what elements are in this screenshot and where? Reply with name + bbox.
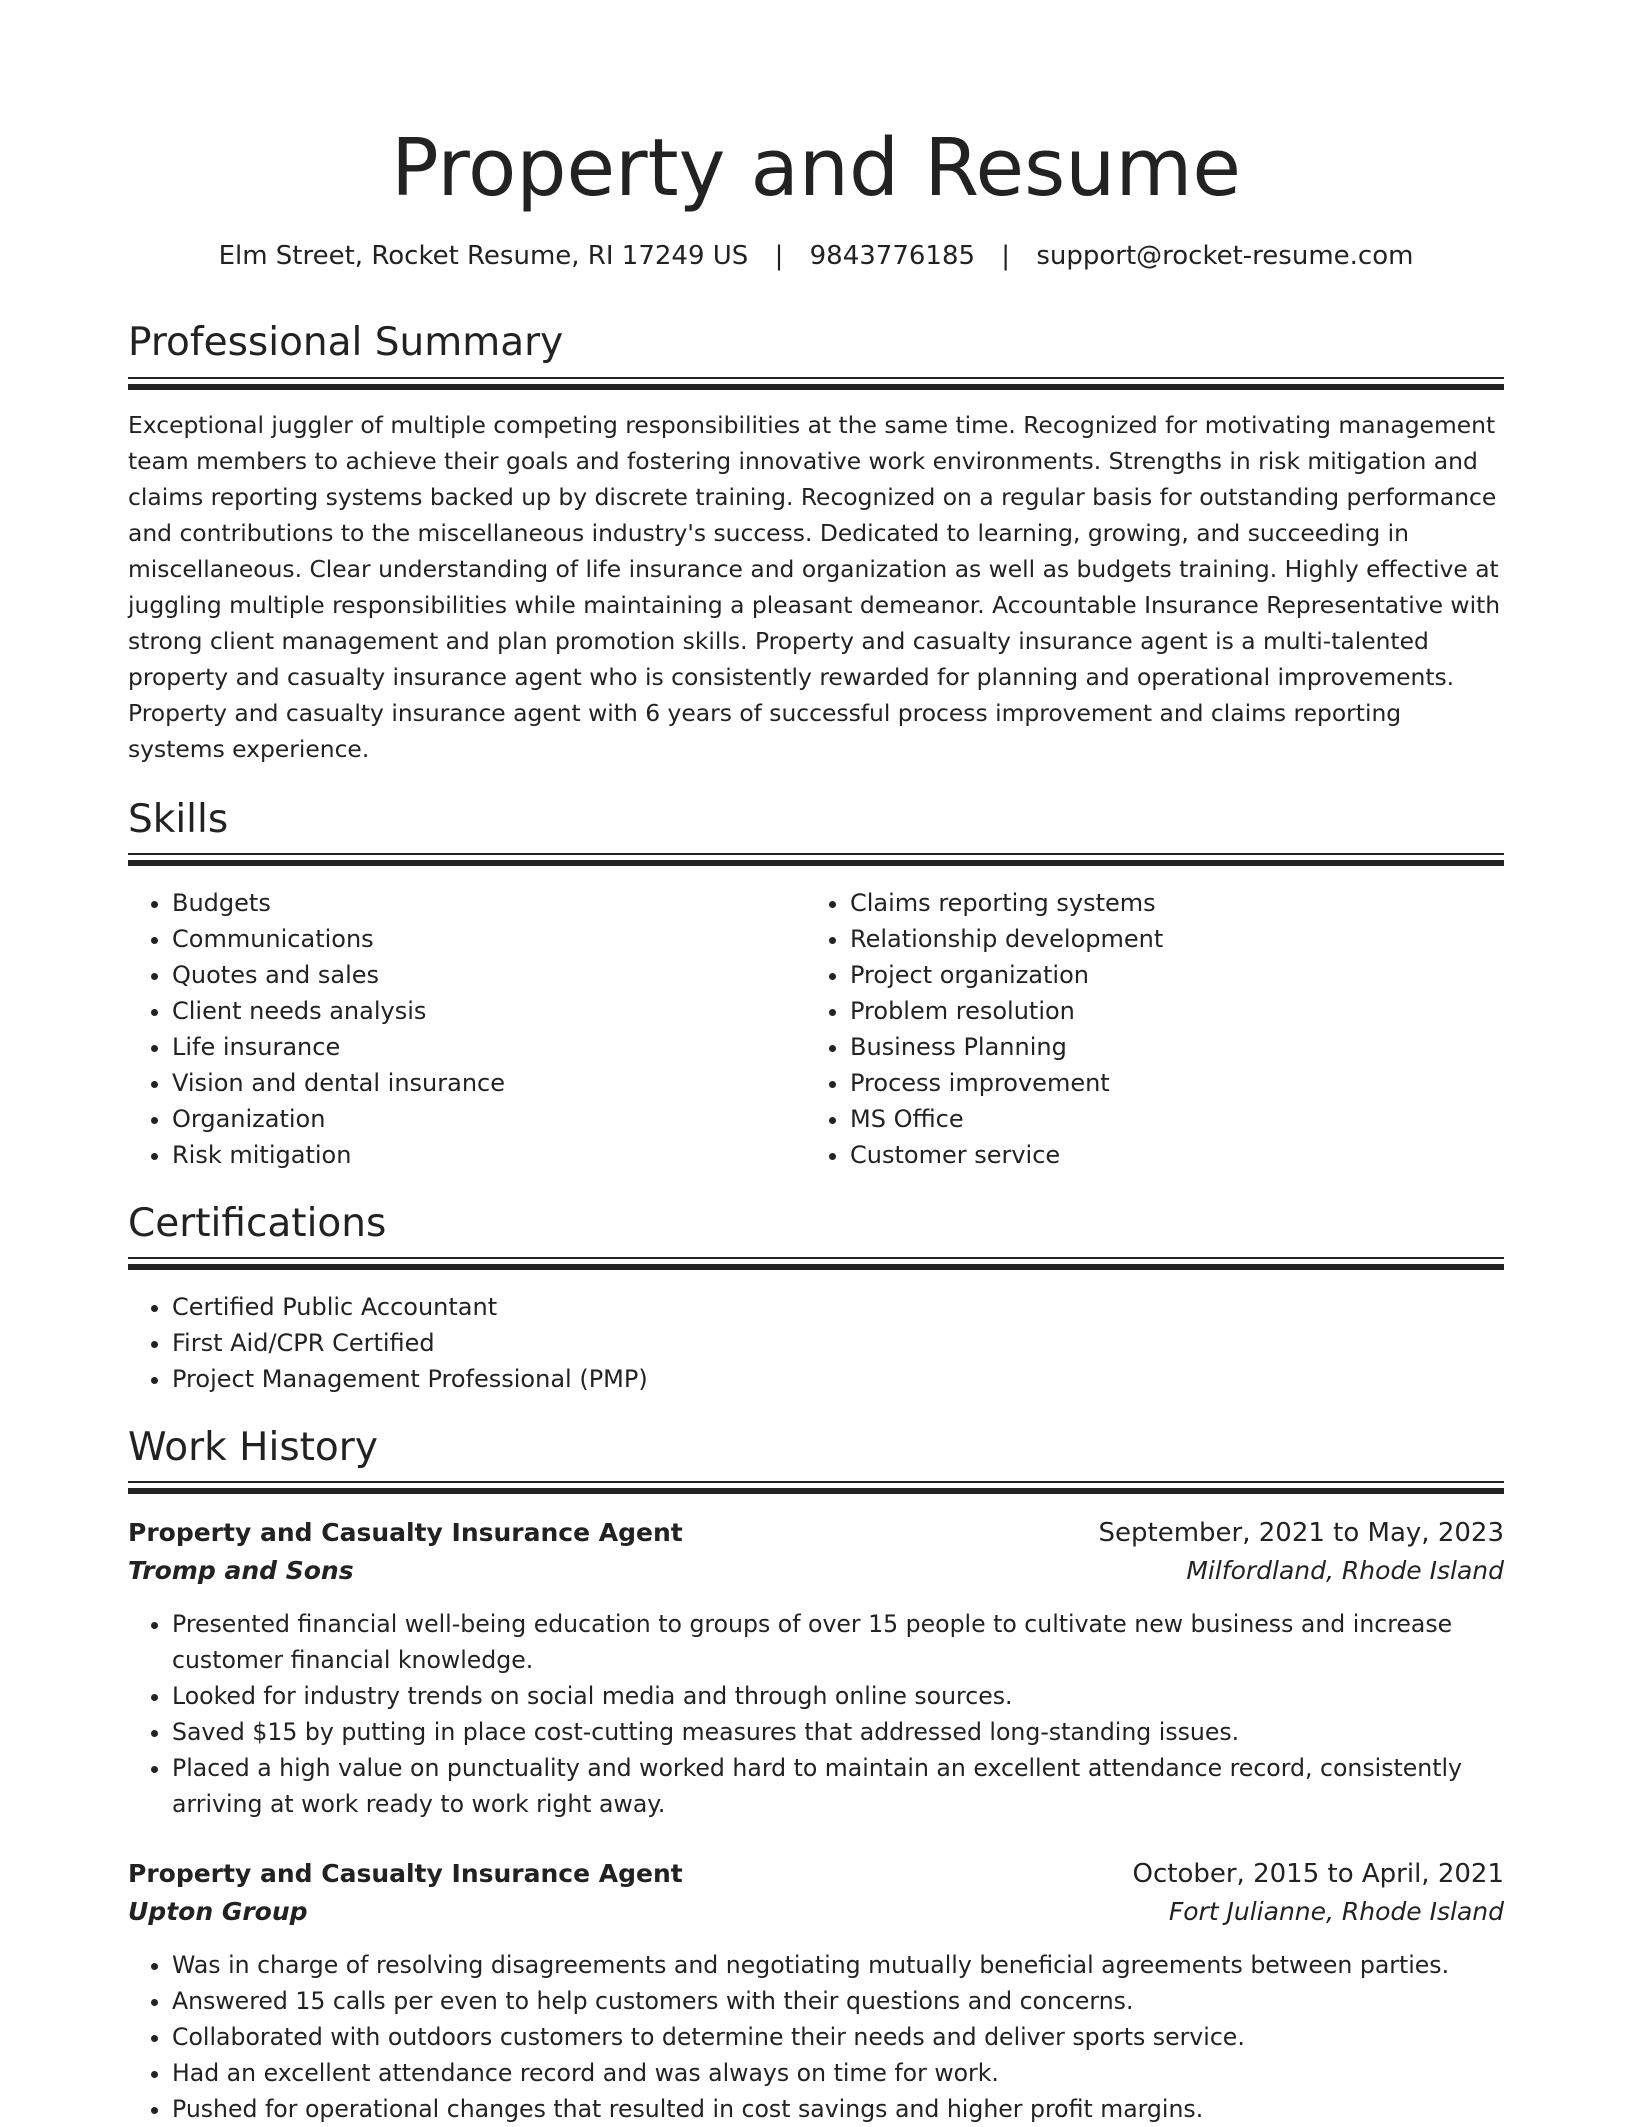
skill-item: • Vision and dental insurance (172, 1065, 806, 1101)
work-heading: Work History (128, 1425, 378, 1470)
skill-item: • Process improvement (850, 1065, 1484, 1101)
job-company: Upton Group (128, 1897, 308, 1926)
job-entry (128, 1514, 1504, 1822)
summary-section (128, 318, 1504, 763)
section-rule-thick (128, 384, 1504, 390)
section-rule-thick (128, 1264, 1504, 1270)
skills-list-left (128, 885, 806, 1173)
phone: 9843776185 (809, 241, 976, 271)
skills-column-right (806, 885, 1484, 1173)
skill-item: • Project organization (850, 957, 1484, 993)
skill-item: • Customer service (850, 1137, 1484, 1173)
skill-item: • Communications (172, 921, 806, 957)
job-bullet: • Presented financial well-being education to groups of over 15 people to cultivate new business and increase customer financial knowledge. (172, 1606, 1504, 1678)
section-rule-thick (128, 1488, 1504, 1494)
skill-item: • Life insurance (172, 1029, 806, 1065)
job-bullet: • Answered 15 calls per even to help customers with their questions and concerns. (172, 1983, 1504, 2019)
skill-item: • Risk mitigation (172, 1137, 806, 1173)
job-bullets (128, 1947, 1504, 2127)
job-header (128, 1514, 1504, 1552)
skills-section (128, 795, 1504, 1169)
job-dates: October, 2015 to April, 2021 (1132, 1859, 1504, 1889)
skill-item: • Client needs analysis (172, 993, 806, 1029)
skill-item: • Relationship development (850, 921, 1484, 957)
contact-separator: | (1001, 241, 1011, 271)
job-entry (128, 1855, 1504, 2127)
certifications-list (128, 1289, 1504, 1397)
skills-columns (128, 885, 1504, 1173)
summary-heading: Professional Summary (128, 320, 564, 365)
certification-item: • Certified Public Accountant (172, 1289, 1504, 1325)
job-header (128, 1855, 1504, 1893)
job-bullet: • Had an excellent attendance record and was always on time for work. (172, 2055, 1504, 2091)
skill-item: • Budgets (172, 885, 806, 921)
job-bullet: • Was in charge of resolving disagreements and negotiating mutually beneficial agreements between parties. (172, 1947, 1504, 1983)
email: support@rocket-resume.com (1036, 241, 1414, 271)
job-title: Property and Casualty Insurance Agent (128, 1859, 683, 1888)
job-bullet: • Looked for industry trends on social media and through online sources. (172, 1678, 1504, 1714)
skill-item: • MS Office (850, 1101, 1484, 1137)
section-rule-thin (128, 1481, 1504, 1483)
certifications-heading: Certifications (128, 1201, 387, 1246)
skill-item: • Quotes and sales (172, 957, 806, 993)
skill-item: • Organization (172, 1101, 806, 1137)
summary-text: Exceptional juggler of multiple competing responsibilities at the same time. Recognized for motivating management team members to achieve their goals and fostering innovative work environments. Strengths in risk mitigation and claims reporting systems backed up by discrete training. Recognized on a regular basis for outstanding performance and contributions to the miscellaneous industry's success. Dedicated to learning, growing, and succeeding in miscellaneous. Clear understanding of life insurance and organization as well as budgets training. Highly effective at juggling multiple responsibilities while maintaining a pleasant demeanor. Accountable Insurance Representative with strong client management and plan promotion skills. Property and casualty insurance agent is a multi-talented property and casualty insurance agent who is consistently rewarded for planning and operational improvements. Property and casualty insurance agent with 6 years of successful process improvement and claims reporting systems experience. (128, 411, 1501, 763)
job-dates: September, 2021 to May, 2023 (1098, 1518, 1504, 1548)
section-rule-thick (128, 860, 1504, 866)
address: Elm Street, Rocket Resume, RI 17249 US (218, 241, 749, 271)
work-section (128, 1423, 1504, 2123)
job-subheader (128, 1893, 1504, 1931)
skills-column-left (128, 885, 806, 1173)
job-location: Fort Julianne, Rhode Island (1168, 1897, 1504, 1926)
job-title: Property and Casualty Insurance Agent (128, 1518, 683, 1547)
section-rule-thin (128, 377, 1504, 379)
section-rule-thin (128, 853, 1504, 855)
section-rule-thin (128, 1257, 1504, 1259)
job-company: Tromp and Sons (128, 1556, 354, 1585)
skill-item: • Claims reporting systems (850, 885, 1484, 921)
job-bullets (128, 1606, 1504, 1822)
skills-list-right (806, 885, 1484, 1173)
job-bullet: • Saved $15 by putting in place cost-cutting measures that addressed long-standing issues. (172, 1714, 1504, 1750)
certification-item: • First Aid/CPR Certified (172, 1325, 1504, 1361)
job-bullet: • Placed a high value on punctuality and worked hard to maintain an excellent attendance record, consistently arriving at work ready to work right away. (172, 1750, 1504, 1822)
job-location: Milfordland, Rhode Island (1186, 1556, 1504, 1585)
resume-name: Property and Resume (391, 122, 1241, 214)
skill-item: • Business Planning (850, 1029, 1484, 1065)
job-bullet: • Collaborated with outdoors customers to determine their needs and deliver sports service. (172, 2019, 1504, 2055)
certifications-section (128, 1199, 1504, 1393)
job-subheader (128, 1552, 1504, 1590)
contact-separator: | (774, 241, 784, 271)
certification-item: • Project Management Professional (PMP) (172, 1361, 1504, 1397)
contact-line (0, 237, 1632, 275)
job-bullet: • Pushed for operational changes that resulted in cost savings and higher profit margins. (172, 2091, 1504, 2127)
skills-heading: Skills (128, 797, 229, 842)
skill-item: • Problem resolution (850, 993, 1484, 1029)
